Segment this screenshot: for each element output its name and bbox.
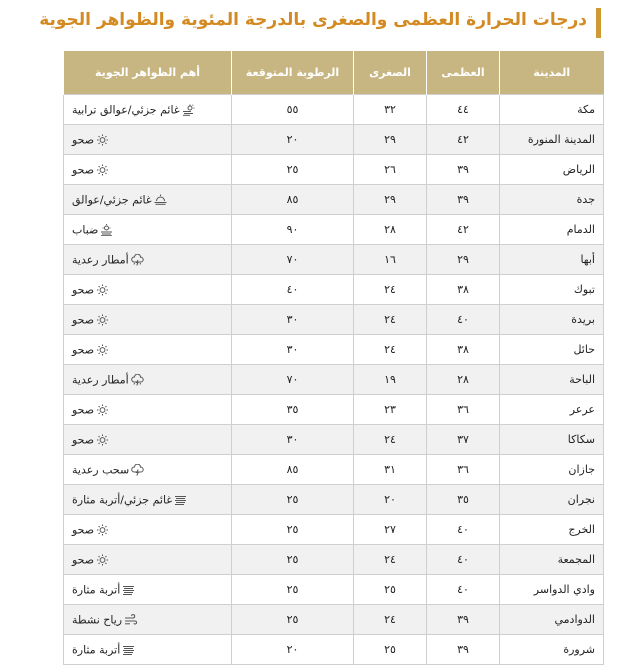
city-cell: الباحة — [500, 365, 604, 395]
city-cell: عرعر — [500, 395, 604, 425]
min-temp-cell: ٢٥ — [354, 575, 427, 605]
weather-label: سحب رعدية — [72, 463, 130, 477]
city-cell: الخرج — [500, 515, 604, 545]
title-accent-bar — [596, 8, 601, 38]
sunny-icon — [96, 164, 109, 176]
table-row — [64, 425, 604, 455]
table-row — [64, 605, 604, 635]
weather-label: أتربة مثارة — [72, 583, 121, 597]
weather-label: صحو — [72, 403, 95, 417]
weather-label: صحو — [72, 313, 95, 327]
weather-cell — [64, 215, 232, 245]
table-row — [64, 485, 604, 515]
weather-label: غائم جزئي/أتربة مثارة — [72, 493, 173, 507]
city-cell: جدة — [500, 185, 604, 215]
weather-cell — [64, 95, 232, 125]
weather-cell — [64, 485, 232, 515]
min-temp-cell: ٢٤ — [354, 545, 427, 575]
weather-cell — [64, 335, 232, 365]
table-row — [64, 125, 604, 155]
weather-label: صحو — [72, 163, 95, 177]
city-cell: حائل — [500, 335, 604, 365]
table-row — [64, 155, 604, 185]
max-temp-cell: ٣٨ — [427, 275, 500, 305]
haze-icon — [154, 194, 167, 206]
max-temp-cell: ٣٥ — [427, 485, 500, 515]
max-temp-cell: ٢٩ — [427, 245, 500, 275]
max-temp-cell: ٤٠ — [427, 515, 500, 545]
weather-cell — [64, 515, 232, 545]
max-temp-cell: ٤٠ — [427, 545, 500, 575]
humidity-cell: ٢٥ — [232, 575, 354, 605]
max-temp-cell: ٤٤ — [427, 95, 500, 125]
max-temp-cell: ٤٢ — [427, 215, 500, 245]
weather-cell — [64, 605, 232, 635]
thunder-rain-icon — [131, 254, 144, 266]
table-row — [64, 215, 604, 245]
humidity-cell: ٢٥ — [232, 605, 354, 635]
header-min: الصغرى — [354, 51, 427, 95]
table-body — [64, 95, 604, 665]
min-temp-cell: ٢٩ — [354, 125, 427, 155]
humidity-cell: ٣٥ — [232, 395, 354, 425]
dust-wind-icon — [122, 644, 135, 656]
weather-cell — [64, 245, 232, 275]
city-cell: جازان — [500, 455, 604, 485]
min-temp-cell: ٢٤ — [354, 335, 427, 365]
humidity-cell: ٧٠ — [232, 365, 354, 395]
weather-label: صحو — [72, 343, 95, 357]
sunny-icon — [96, 404, 109, 416]
weather-cell — [64, 125, 232, 155]
max-temp-cell: ٣٦ — [427, 395, 500, 425]
thunder-cloud-icon — [131, 464, 144, 476]
dust-wind-icon — [122, 584, 135, 596]
weather-label: ضباب — [72, 223, 99, 237]
table-header-row — [64, 51, 604, 95]
sunny-icon — [96, 344, 109, 356]
min-temp-cell: ٣٢ — [354, 95, 427, 125]
city-cell: نجران — [500, 485, 604, 515]
sunny-icon — [96, 554, 109, 566]
weather-cell — [64, 575, 232, 605]
city-cell: المجمعة — [500, 545, 604, 575]
weather-label: أتربة مثارة — [72, 643, 121, 657]
min-temp-cell: ٢٣ — [354, 395, 427, 425]
sunny-icon — [96, 524, 109, 536]
sunny-icon — [96, 134, 109, 146]
table-row — [64, 185, 604, 215]
fog-icon — [100, 224, 113, 236]
table-row — [64, 455, 604, 485]
table-row — [64, 305, 604, 335]
city-cell: الدمام — [500, 215, 604, 245]
min-temp-cell: ٢٤ — [354, 605, 427, 635]
page-title: درجات الحرارة العظمى والصغرى بالدرجة المئوية والظواهر الجوية — [39, 10, 587, 30]
humidity-cell: ٣٠ — [232, 305, 354, 335]
min-temp-cell: ١٩ — [354, 365, 427, 395]
max-temp-cell: ٤٠ — [427, 575, 500, 605]
weather-cell — [64, 185, 232, 215]
city-cell: شرورة — [500, 635, 604, 665]
min-temp-cell: ٢٠ — [354, 485, 427, 515]
city-cell: الدوادمي — [500, 605, 604, 635]
header-weather: أهم الظواهر الجوية — [64, 51, 232, 95]
title-row — [0, 6, 601, 40]
min-temp-cell: ٢٤ — [354, 275, 427, 305]
sunny-icon — [96, 284, 109, 296]
table-row — [64, 95, 604, 125]
weather-label: أمطار رعدية — [72, 373, 129, 387]
humidity-cell: ٨٥ — [232, 185, 354, 215]
table-row — [64, 575, 604, 605]
max-temp-cell: ٣٧ — [427, 425, 500, 455]
table-row — [64, 395, 604, 425]
weather-label: صحو — [72, 433, 95, 447]
weather-label: صحو — [72, 133, 95, 147]
weather-label: غائم جزئي/عوالق ترابية — [72, 103, 180, 117]
header-humidity: الرطوبة المتوقعة — [232, 51, 354, 95]
weather-cell — [64, 395, 232, 425]
max-temp-cell: ٣٨ — [427, 335, 500, 365]
city-cell: بريدة — [500, 305, 604, 335]
weather-label: صحو — [72, 283, 95, 297]
max-temp-cell: ٣٩ — [427, 185, 500, 215]
humidity-cell: ٢٥ — [232, 485, 354, 515]
city-cell: وادي الدواسر — [500, 575, 604, 605]
thunder-rain-icon — [131, 374, 144, 386]
max-temp-cell: ٤٠ — [427, 305, 500, 335]
table-row — [64, 245, 604, 275]
weather-cell — [64, 305, 232, 335]
min-temp-cell: ٢٨ — [354, 215, 427, 245]
weather-label: صحو — [72, 553, 95, 567]
weather-label: أمطار رعدية — [72, 253, 129, 267]
humidity-cell: ٨٥ — [232, 455, 354, 485]
header-city: المدينة — [500, 51, 604, 95]
city-cell: تبوك — [500, 275, 604, 305]
weather-cell — [64, 425, 232, 455]
weather-table — [63, 51, 604, 665]
humidity-cell: ٥٥ — [232, 95, 354, 125]
min-temp-cell: ٢٩ — [354, 185, 427, 215]
sunny-icon — [96, 314, 109, 326]
table-row — [64, 335, 604, 365]
humidity-cell: ٢٥ — [232, 545, 354, 575]
city-cell: المدينة المنورة — [500, 125, 604, 155]
city-cell: مكة — [500, 95, 604, 125]
humidity-cell: ٧٠ — [232, 245, 354, 275]
weather-label: صحو — [72, 523, 95, 537]
table-row — [64, 635, 604, 665]
min-temp-cell: ٢٥ — [354, 635, 427, 665]
weather-cell — [64, 635, 232, 665]
weather-label: غائم جزئي/عوالق — [72, 193, 152, 207]
max-temp-cell: ٤٢ — [427, 125, 500, 155]
humidity-cell: ٤٠ — [232, 275, 354, 305]
sunny-icon — [96, 434, 109, 446]
dust-wind-icon — [174, 494, 187, 506]
min-temp-cell: ٢٧ — [354, 515, 427, 545]
humidity-cell: ٢٠ — [232, 125, 354, 155]
max-temp-cell: ٣٩ — [427, 605, 500, 635]
min-temp-cell: ١٦ — [354, 245, 427, 275]
humidity-cell: ٢٠ — [232, 635, 354, 665]
humidity-cell: ٢٥ — [232, 515, 354, 545]
city-cell: سكاكا — [500, 425, 604, 455]
partly-cloudy-dust-icon — [182, 104, 195, 116]
weather-cell — [64, 275, 232, 305]
wind-icon — [124, 614, 137, 626]
min-temp-cell: ٢٦ — [354, 155, 427, 185]
weather-cell — [64, 155, 232, 185]
table-row — [64, 275, 604, 305]
table-row — [64, 545, 604, 575]
max-temp-cell: ٣٦ — [427, 455, 500, 485]
humidity-cell: ٢٥ — [232, 155, 354, 185]
weather-cell — [64, 455, 232, 485]
header-max: العظمى — [427, 51, 500, 95]
city-cell: الرياض — [500, 155, 604, 185]
weather-cell — [64, 365, 232, 395]
humidity-cell: ٩٠ — [232, 215, 354, 245]
min-temp-cell: ٢٤ — [354, 305, 427, 335]
city-cell: أبها — [500, 245, 604, 275]
min-temp-cell: ٣١ — [354, 455, 427, 485]
table-row — [64, 515, 604, 545]
max-temp-cell: ٣٩ — [427, 155, 500, 185]
humidity-cell: ٣٠ — [232, 335, 354, 365]
table-row — [64, 365, 604, 395]
max-temp-cell: ٢٨ — [427, 365, 500, 395]
humidity-cell: ٣٠ — [232, 425, 354, 455]
min-temp-cell: ٢٤ — [354, 425, 427, 455]
max-temp-cell: ٣٩ — [427, 635, 500, 665]
weather-cell — [64, 545, 232, 575]
weather-label: رياح نشطة — [72, 613, 123, 627]
